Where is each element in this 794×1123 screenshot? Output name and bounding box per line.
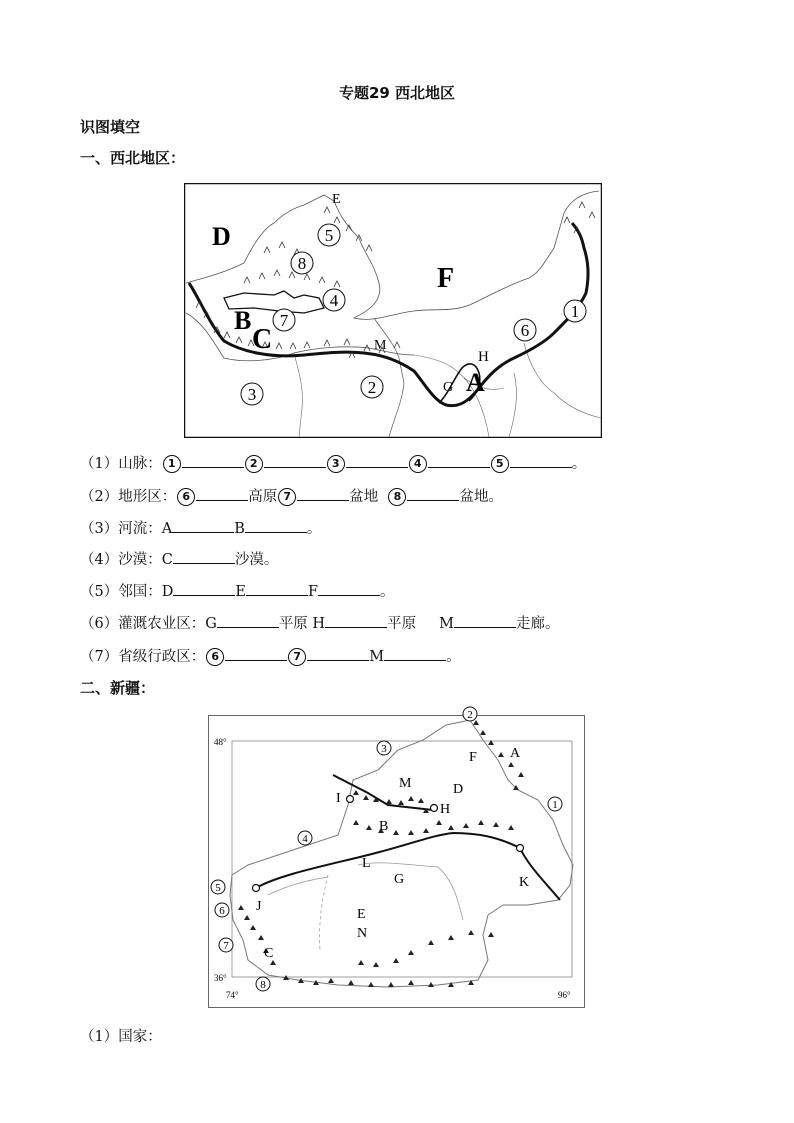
blank[interactable]: [217, 612, 279, 628]
map2-label-J: J: [256, 899, 262, 914]
map1-num-8: 8: [297, 254, 307, 273]
blank[interactable]: [246, 580, 308, 596]
map2-label-G: G: [394, 872, 405, 887]
map1-num-6: 6: [520, 321, 530, 340]
map2-num-4: 4: [302, 833, 308, 845]
blank[interactable]: [454, 612, 516, 628]
blank[interactable]: [384, 645, 446, 661]
map2-num-1: 1: [552, 799, 558, 811]
question-2-landforms: （2）地形区： 6 高原 7 盆地 8 盆地。: [80, 485, 503, 507]
blank[interactable]: [225, 645, 287, 661]
section2-heading: 二、新疆：: [80, 679, 156, 697]
blank[interactable]: [346, 452, 408, 468]
section-intro: 识图填空: [80, 118, 141, 136]
blank[interactable]: [173, 548, 235, 564]
blank[interactable]: [264, 452, 326, 468]
question-4-desert: （4）沙漠：C 沙漠。: [80, 548, 278, 570]
map2-label-A: A: [510, 746, 521, 761]
map2-label-E: E: [357, 907, 366, 922]
blank[interactable]: [196, 485, 248, 501]
blank[interactable]: [428, 452, 490, 468]
northwest-region-map: [184, 183, 602, 438]
map2-num-8: 8: [260, 979, 266, 991]
map2-label-I: I: [336, 791, 341, 806]
map1-label-M: M: [374, 338, 387, 353]
map1-label-D: D: [212, 222, 231, 251]
map2-label-F: F: [469, 750, 477, 765]
map1-num-4: 4: [329, 291, 339, 310]
blank[interactable]: [510, 452, 572, 468]
map1-label-E: E: [332, 192, 341, 207]
blank[interactable]: [245, 517, 307, 533]
question-6-irrigation: （6）灌溉农业区：G 平原 H 平原 M 走廊。: [80, 612, 559, 634]
blank[interactable]: [307, 645, 369, 661]
map1-num-3: 3: [247, 385, 257, 404]
map1-num-7: 7: [279, 311, 289, 330]
blank[interactable]: [325, 612, 387, 628]
map2-label-K: K: [519, 875, 530, 890]
xinjiang-map: [208, 705, 586, 1010]
map1-label-F: F: [437, 263, 455, 294]
lon-right: 96°: [558, 990, 571, 1000]
map2-label-B: B: [379, 819, 389, 834]
map2-label-N: N: [357, 926, 368, 941]
map2-label-H: H: [440, 802, 451, 817]
map1-label-H: H: [478, 349, 489, 365]
map1-num-1: 1: [570, 302, 580, 321]
map1-label-B: B: [234, 306, 252, 335]
map2-num-3: 3: [381, 743, 387, 755]
map2-label-L: L: [362, 856, 371, 871]
map1-label-G: G: [443, 380, 454, 395]
question-1-mountains: （1）山脉： 1 2 3 4 5 。: [80, 452, 586, 474]
map2-label-M: M: [399, 776, 412, 791]
map1-num-5: 5: [324, 226, 334, 245]
question-7-provinces: （7）省级行政区： 6 7 M 。: [80, 645, 461, 667]
map2-num-7: 7: [223, 940, 229, 952]
blank[interactable]: [172, 517, 234, 533]
map1-label-A: A: [466, 368, 485, 397]
map2-num-6: 6: [219, 905, 225, 917]
map2-label-D: D: [453, 782, 464, 797]
blank[interactable]: [407, 485, 459, 501]
blank[interactable]: [297, 485, 349, 501]
lon-left: 74°: [226, 990, 239, 1000]
blank[interactable]: [182, 452, 244, 468]
map1-label-C: C: [252, 324, 273, 355]
map2-num-2: 2: [467, 709, 473, 721]
lat-bottom: 36°: [214, 973, 227, 983]
section1-heading: 一、西北地区：: [80, 149, 186, 167]
lat-top: 48°: [214, 737, 227, 747]
map2-num-5: 5: [215, 882, 221, 894]
blank[interactable]: [173, 580, 235, 596]
map1-num-2: 2: [367, 378, 377, 397]
question-3-rivers: （3）河流：A B 。: [80, 517, 321, 539]
map2-label-C: C: [264, 946, 274, 961]
page-title: 专题29 西北地区: [338, 84, 456, 102]
question-5-neighbors: （5）邻国：D E F 。: [80, 580, 395, 602]
question-2-1-countries: （1）国家：: [80, 1029, 162, 1045]
blank[interactable]: [318, 580, 380, 596]
